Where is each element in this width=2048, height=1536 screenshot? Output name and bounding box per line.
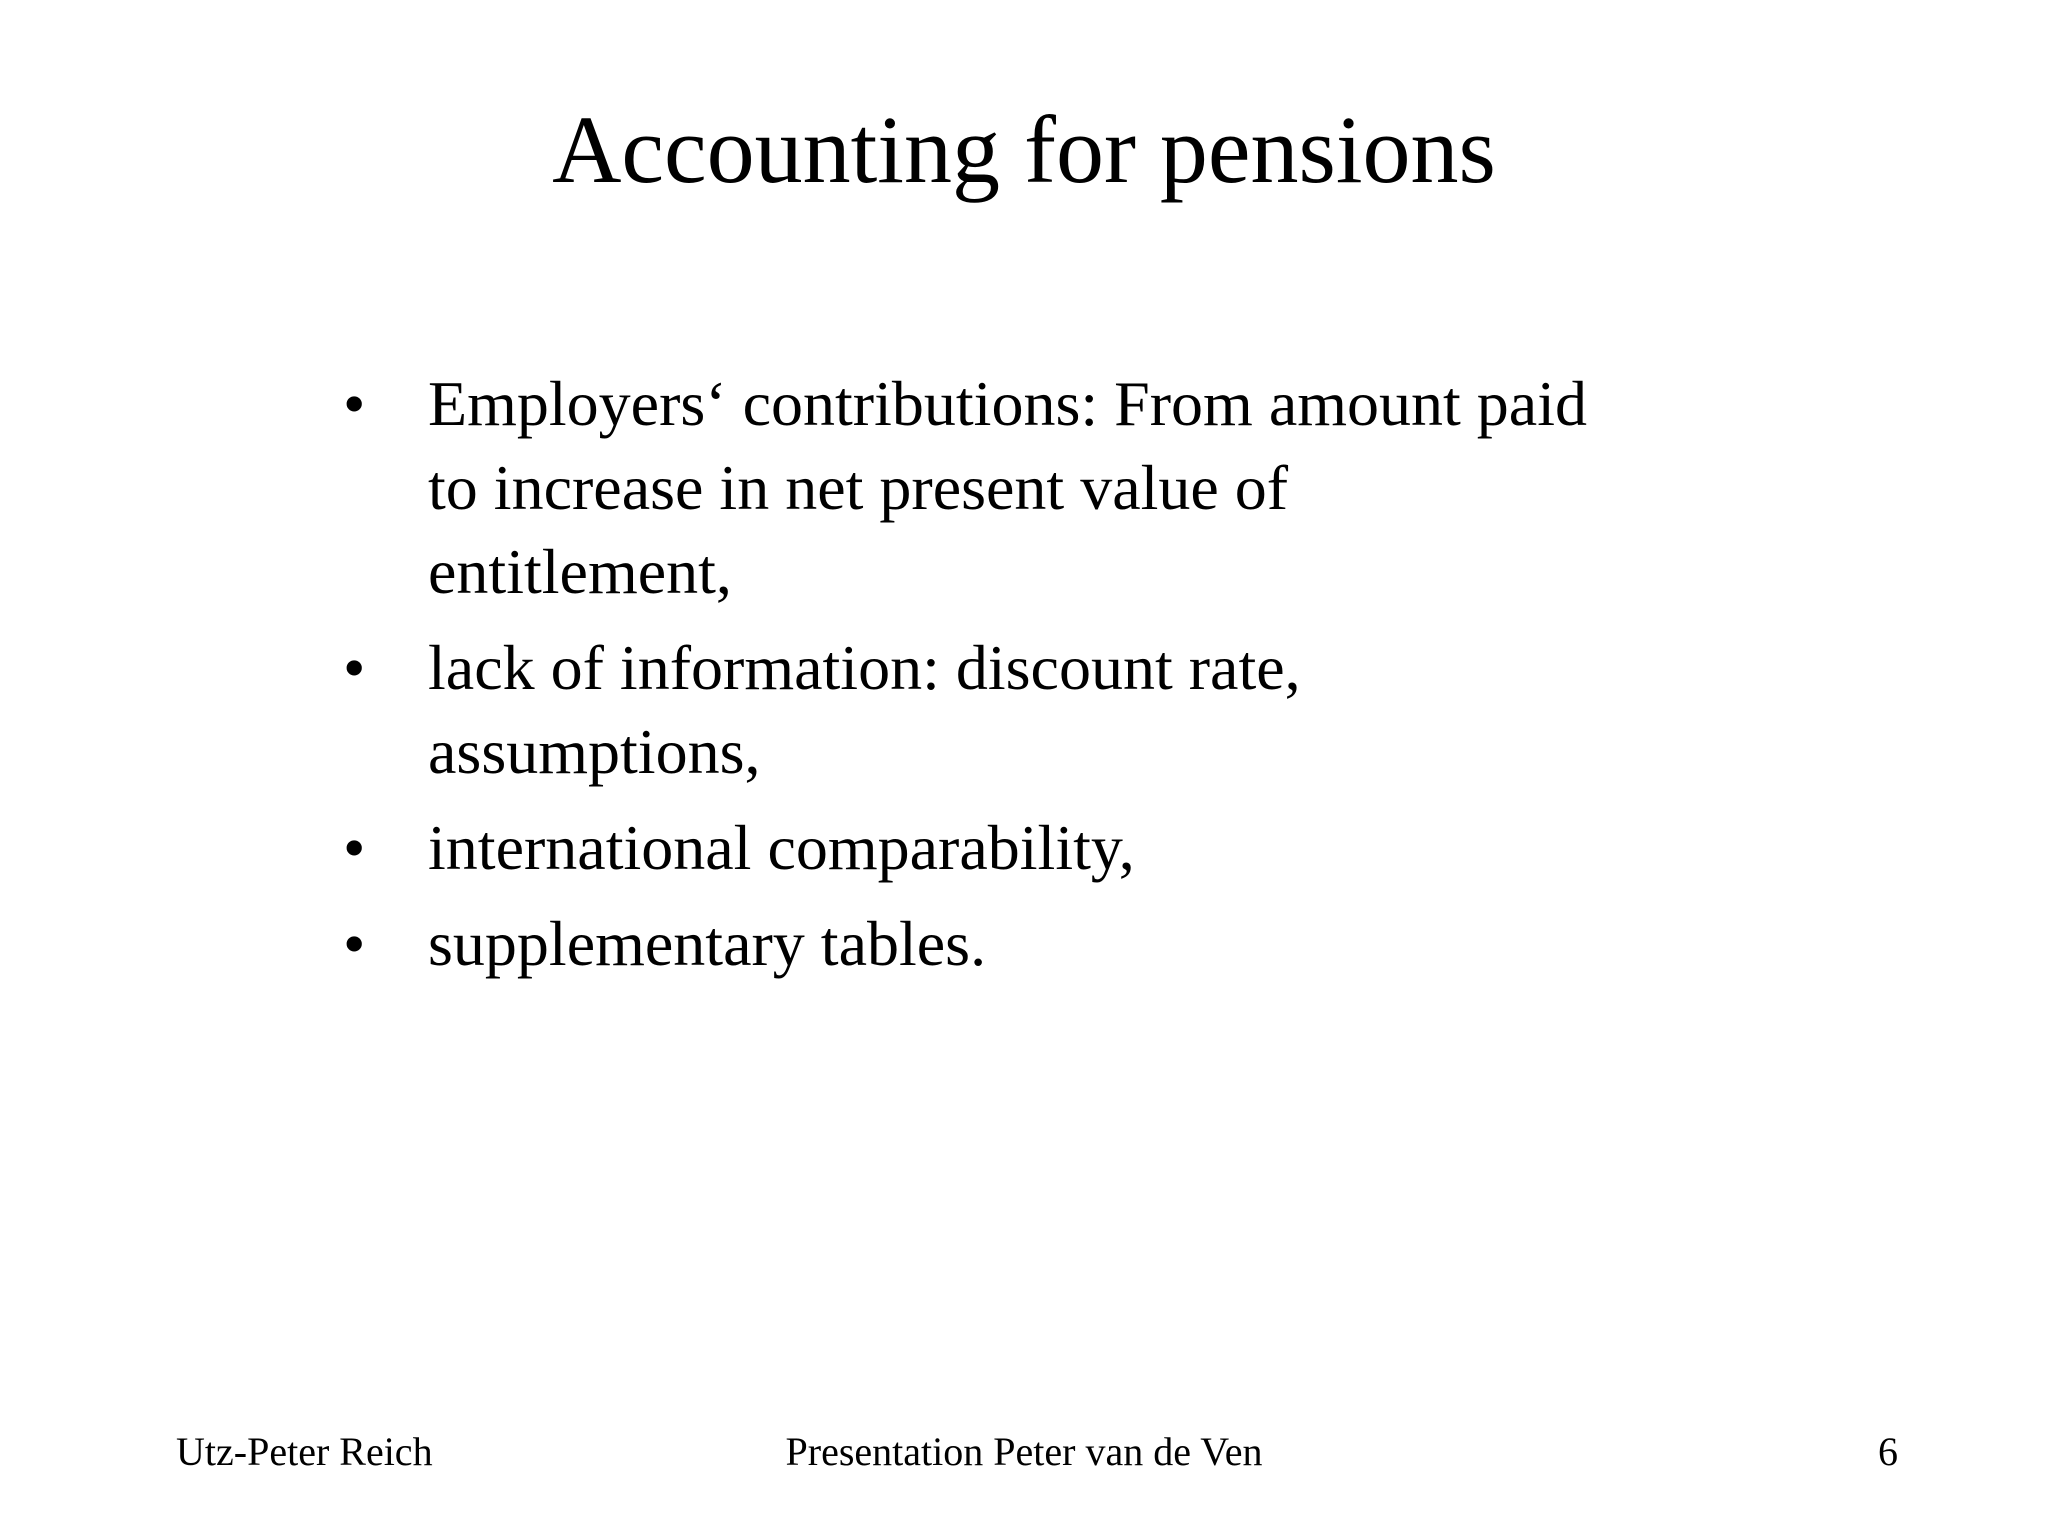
- bullet-item-international-comparability: [334, 806, 1734, 890]
- bullet-marker: •: [343, 368, 366, 439]
- bullet-text: Employers‘ contributions: From amount paid to increase in net present value of entitlement,: [428, 368, 1587, 607]
- footer-page-number: 6: [1878, 1429, 1898, 1474]
- bullet-marker: •: [343, 632, 366, 703]
- footer-presentation-title: Presentation Peter van de Ven: [785, 1429, 1263, 1474]
- bullet-item-supplementary-tables: [334, 902, 1734, 986]
- bullet-item-lack-of-information: [334, 626, 1734, 794]
- bullet-text: lack of information: discount rate, assumptions,: [428, 632, 1301, 787]
- bullet-marker: •: [343, 908, 366, 979]
- bullet-text: international comparability,: [428, 812, 1135, 883]
- footer-author: Utz-Peter Reich: [176, 1429, 433, 1474]
- bullet-list: [334, 362, 1734, 986]
- bullet-marker: •: [343, 812, 366, 883]
- slide-title: Accounting for pensions: [552, 96, 1496, 203]
- bullet-item-employers-contributions: [334, 362, 1734, 614]
- bullet-text: supplementary tables.: [428, 908, 987, 979]
